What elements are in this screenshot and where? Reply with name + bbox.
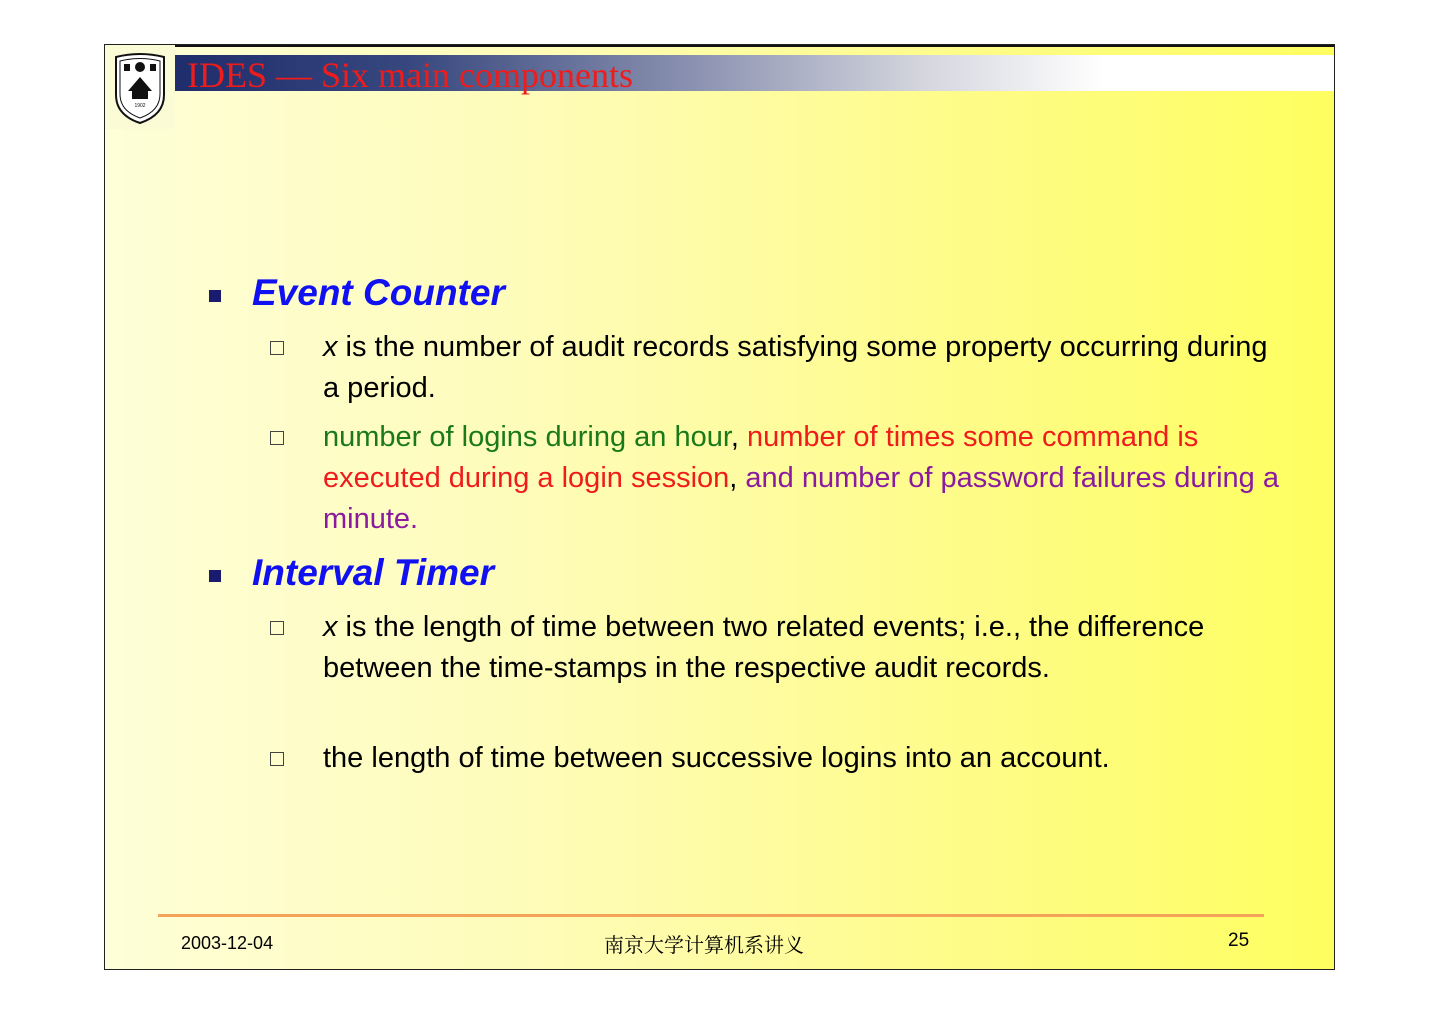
section-heading-interval-timer: Interval Timer — [252, 552, 494, 593]
separator-comma: , — [730, 421, 748, 453]
square-bullet-icon — [209, 570, 221, 582]
bullet-event-counter-definition — [323, 327, 1283, 409]
section-heading-event-counter: Event Counter — [252, 272, 505, 313]
footer-divider — [158, 914, 1264, 917]
variable-x: x — [323, 611, 338, 643]
bullet-text: is the number of audit records satisfying some property occurring during a period. — [323, 331, 1268, 404]
example-commands: number of times some command is executed during a login session — [323, 421, 1199, 494]
bullet-text: is the length of time between two related events; i.e., the difference between the time-stamps in the respective audit records. — [323, 611, 1205, 684]
slide — [104, 44, 1335, 970]
svg-text:1902: 1902 — [134, 103, 146, 109]
page-number: 25 — [1228, 930, 1250, 951]
footer-course-label: 南京大学计算机系讲义 — [604, 933, 804, 957]
example-password-failures: and number of password failures during a minute. — [323, 462, 1279, 535]
variable-x: x — [323, 331, 338, 363]
slide-content — [105, 45, 1334, 969]
hollow-square-bullet-icon — [270, 752, 284, 766]
slide-title: IDES — Six main components — [187, 55, 633, 95]
separator-comma: , — [729, 462, 746, 494]
example-logins: number of logins during an hour — [323, 421, 731, 453]
square-bullet-icon — [209, 290, 221, 302]
hollow-square-bullet-icon — [270, 341, 284, 355]
bullet-event-counter-examples — [323, 417, 1283, 540]
bullet-interval-timer-definition — [323, 607, 1283, 689]
hollow-square-bullet-icon — [270, 621, 284, 635]
bullet-interval-timer-example: the length of time between successive logins into an account. — [323, 742, 1110, 774]
hollow-square-bullet-icon — [270, 431, 284, 445]
footer-date: 2003-12-04 — [181, 933, 274, 953]
